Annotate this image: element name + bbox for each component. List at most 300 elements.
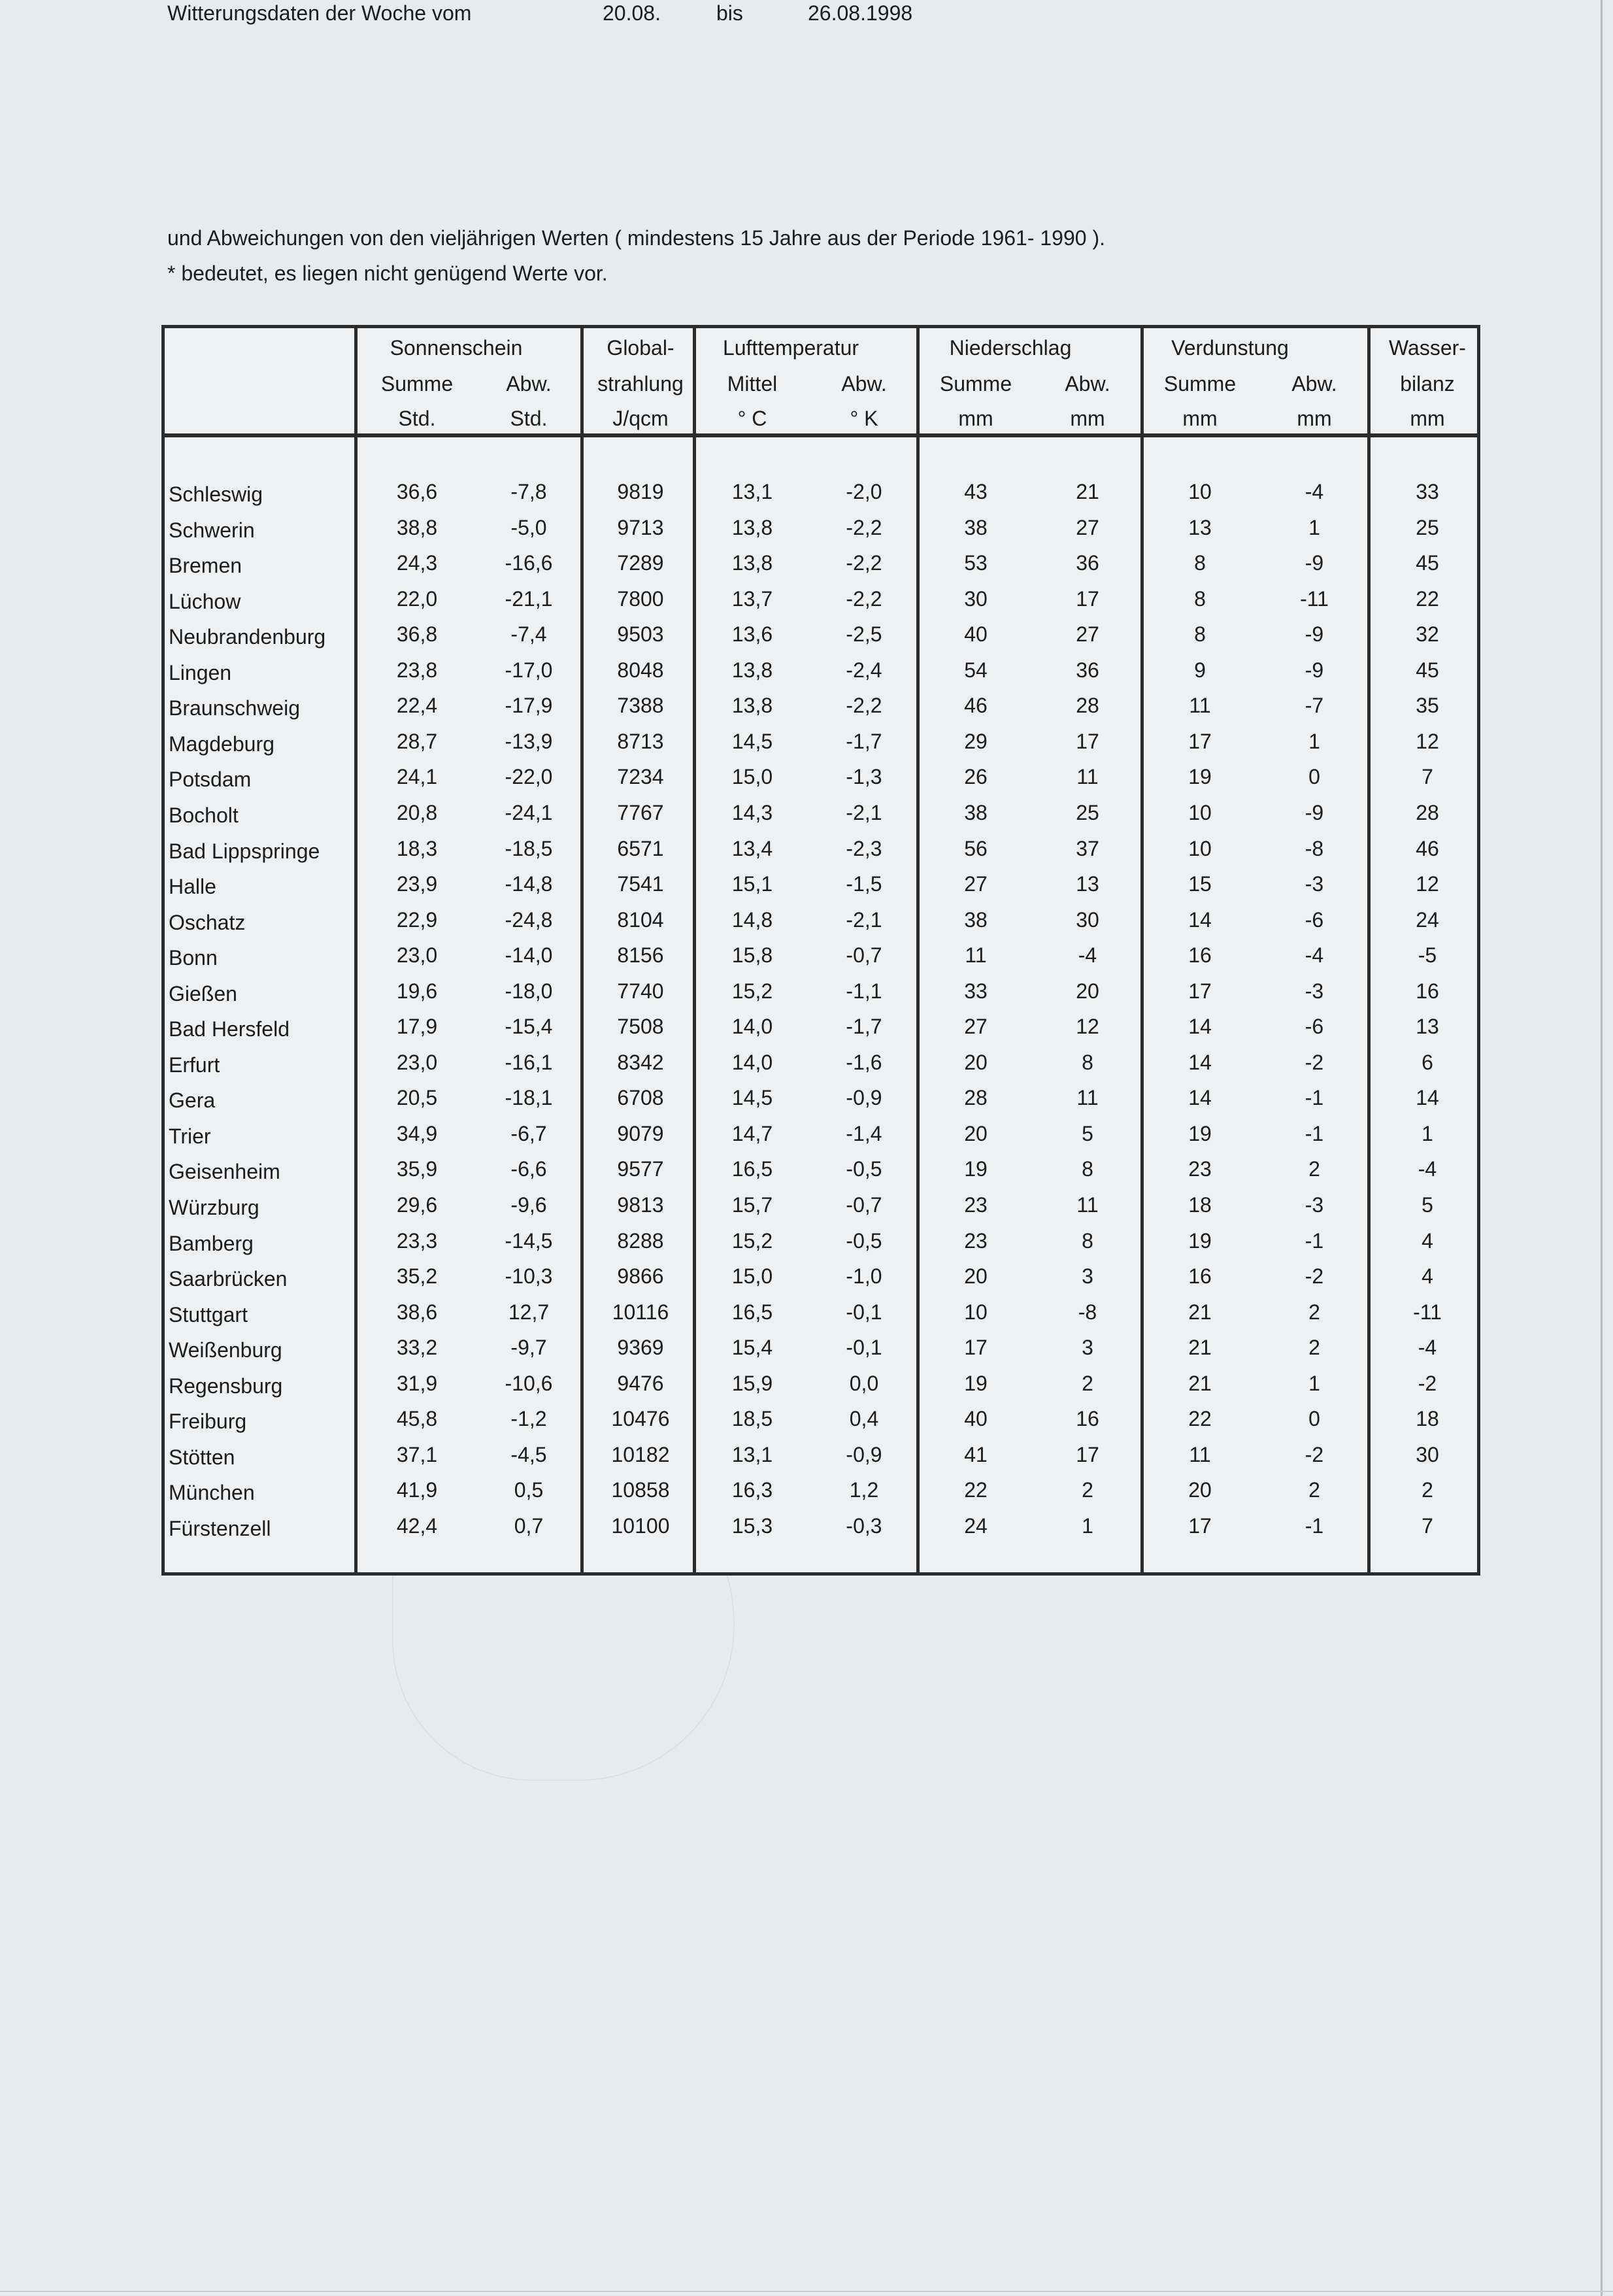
cell-globalstrahlung: 10116 [612,1300,669,1324]
cell-verd-summe: 17 [1188,1514,1212,1538]
station-name: Fürstenzell [169,1517,271,1540]
cell-sonne-abw: -9,7 [510,1336,547,1359]
cell-wasserbilanz: 14 [1416,1086,1439,1109]
cell-nied-abw: 20 [1076,979,1099,1003]
cell-nied-summe: 20 [964,1264,988,1288]
station-name: Lingen [169,661,232,684]
cell-sonne-summe: 38,6 [396,1300,438,1324]
cell-luft-abw: -2,2 [846,587,882,611]
cell-sonne-abw: -17,0 [505,658,553,682]
cell-sonne-abw: -18,5 [505,837,553,860]
cell-sonne-summe: 22,0 [396,587,438,611]
cell-globalstrahlung: 8342 [617,1051,664,1074]
cell-luft-abw: -1,5 [846,872,882,896]
unit-nied-abw: mm [1070,407,1105,430]
unit-sonne-summe: Std. [398,407,436,430]
cell-sonne-abw: -6,7 [510,1122,547,1145]
cell-sonne-abw: 12,7 [508,1300,550,1324]
cell-nied-summe: 26 [964,765,988,788]
cell-luft-abw: -2,3 [846,837,882,860]
cell-sonne-summe: 41,9 [396,1478,438,1502]
cell-verd-summe: 17 [1188,730,1212,753]
cell-nied-summe: 22 [964,1478,988,1502]
station-name: Bamberg [169,1232,254,1255]
cell-luft-abw: -1,7 [846,1015,882,1038]
cell-verd-abw: -3 [1305,979,1324,1003]
cell-luft-abw: -0,7 [846,943,882,967]
cell-globalstrahlung: 6571 [617,837,664,860]
cell-verd-summe: 13 [1188,516,1212,539]
cell-verd-abw: -6 [1305,1015,1324,1038]
cell-luft-mittel: 16,5 [731,1157,773,1181]
cell-sonne-summe: 23,0 [396,943,438,967]
cell-verd-summe: 21 [1188,1336,1212,1359]
cell-nied-summe: 23 [964,1229,988,1253]
cell-verd-summe: 8 [1194,622,1206,646]
unit-nied-summe: mm [958,407,993,430]
cell-verd-abw: -3 [1305,1193,1324,1217]
cell-wasserbilanz: 5 [1422,1193,1433,1217]
cell-nied-abw: 12 [1076,1015,1099,1038]
cell-verd-summe: 14 [1188,1015,1212,1038]
subheader-sonne-summe: Summe [380,372,454,396]
weather-table [161,325,1480,1576]
cell-verd-summe: 16 [1188,1264,1212,1288]
cell-luft-mittel: 15,8 [731,943,773,967]
cell-verd-abw: -9 [1305,801,1324,824]
cell-verd-abw: -9 [1305,658,1324,682]
cell-luft-abw: -2,1 [846,801,882,824]
cell-sonne-summe: 22,9 [396,908,438,932]
cell-nied-abw: 37 [1076,837,1099,860]
subheader-nied-abw: Abw. [1065,372,1110,396]
cell-sonne-abw: -24,8 [505,908,553,932]
cell-wasserbilanz: 24 [1416,908,1439,932]
cell-verd-summe: 14 [1188,1086,1212,1109]
cell-nied-abw: 27 [1076,622,1099,646]
cell-nied-abw: 17 [1076,1443,1099,1466]
column-divider [1367,328,1371,1572]
cell-verd-abw: -3 [1305,872,1324,896]
cell-nied-summe: 43 [964,480,988,503]
cell-verd-abw: -9 [1305,622,1324,646]
cell-nied-abw: 8 [1082,1051,1093,1074]
intro-date-to: 26.08.1998 [808,1,913,25]
cell-wasserbilanz: -4 [1418,1157,1437,1181]
cell-luft-mittel: 15,1 [731,872,773,896]
cell-nied-summe: 17 [964,1336,988,1359]
cell-luft-abw: -1,1 [846,979,882,1003]
cell-sonne-summe: 22,4 [396,694,438,717]
cell-sonne-abw: -14,0 [505,943,553,967]
subheader-wasser: bilanz [1400,372,1455,396]
cell-verd-abw: 0 [1308,765,1320,788]
cell-wasserbilanz: -2 [1418,1372,1437,1395]
cell-verd-abw: 1 [1308,1372,1320,1395]
cell-luft-abw: 0,0 [849,1372,879,1395]
cell-wasserbilanz: 46 [1416,837,1439,860]
cell-wasserbilanz: 25 [1416,516,1439,539]
cell-globalstrahlung: 9866 [617,1264,664,1288]
cell-nied-abw: 3 [1082,1336,1093,1359]
cell-nied-abw: 2 [1082,1372,1093,1395]
cell-luft-mittel: 13,1 [731,1443,773,1466]
cell-wasserbilanz: 45 [1416,551,1439,575]
cell-globalstrahlung: 10100 [611,1514,670,1538]
cell-nied-summe: 20 [964,1051,988,1074]
cell-sonne-summe: 35,2 [396,1264,438,1288]
cell-nied-abw: 36 [1076,658,1099,682]
cell-sonne-summe: 23,8 [396,658,438,682]
subheader-nied-summe: Summe [939,372,1012,396]
column-divider [1140,328,1144,1572]
cell-nied-summe: 20 [964,1122,988,1145]
cell-verd-abw: 2 [1308,1157,1320,1181]
unit-luft-mittel: ° C [737,407,767,430]
cell-wasserbilanz: -4 [1418,1336,1437,1359]
subheader-verd-summe: Summe [1163,372,1237,396]
cell-sonne-summe: 24,3 [396,551,438,575]
cell-sonne-abw: -18,1 [505,1086,553,1109]
cell-verd-abw: -11 [1300,587,1329,611]
cell-verd-abw: -8 [1305,837,1324,860]
cell-sonne-abw: -6,6 [510,1157,547,1181]
cell-globalstrahlung: 7289 [617,551,664,575]
cell-wasserbilanz: 4 [1422,1229,1433,1253]
station-name: Halle [169,875,216,898]
intro-bis: bis [716,1,743,25]
cell-sonne-summe: 38,8 [396,516,438,539]
cell-sonne-abw: -9,6 [510,1193,547,1217]
cell-wasserbilanz: 13 [1416,1015,1439,1038]
cell-globalstrahlung: 7508 [617,1015,664,1038]
intro-line-2: und Abweichungen von den vieljährigen Werten ( mindestens 15 Jahre aus der Periode 1961- 1990 ). [167,226,1105,250]
station-name: Schwerin [169,518,255,542]
cell-verd-summe: 11 [1189,694,1211,717]
cell-nied-summe: 27 [964,872,988,896]
cell-verd-abw: -2 [1305,1264,1324,1288]
cell-sonne-abw: -10,6 [505,1372,553,1395]
station-name: Bremen [169,554,242,577]
cell-nied-abw: 25 [1076,801,1099,824]
unit-verd-summe: mm [1182,407,1218,430]
cell-luft-abw: -0,5 [846,1229,882,1253]
cell-nied-abw: 11 [1076,1193,1099,1217]
unit-wasser: mm [1410,407,1445,430]
cell-luft-mittel: 13,8 [731,658,773,682]
cell-nied-abw: 17 [1076,587,1099,611]
station-name: Magdeburg [169,732,274,756]
page-edge-right [1601,0,1603,2296]
cell-verd-summe: 18 [1188,1193,1212,1217]
cell-nied-summe: 41 [964,1443,988,1466]
cell-luft-mittel: 14,5 [731,730,773,753]
cell-luft-abw: -1,0 [846,1264,882,1288]
cell-verd-abw: 2 [1308,1336,1320,1359]
cell-luft-abw: -2,2 [846,516,882,539]
cell-verd-summe: 9 [1194,658,1206,682]
column-divider [693,328,696,1572]
unit-global: J/qcm [612,407,669,430]
cell-verd-abw: -2 [1305,1443,1324,1466]
cell-luft-abw: -2,4 [846,658,882,682]
cell-wasserbilanz: 45 [1416,658,1439,682]
cell-luft-mittel: 13,7 [731,587,773,611]
cell-sonne-summe: 36,8 [396,622,438,646]
cell-sonne-summe: 42,4 [396,1514,438,1538]
page-edge-bottom [0,2291,1613,2292]
cell-globalstrahlung: 8156 [617,943,664,967]
column-divider [354,328,358,1572]
cell-nied-abw: 17 [1076,730,1099,753]
cell-wasserbilanz: -11 [1413,1300,1442,1324]
cell-nied-abw: 21 [1076,480,1099,503]
cell-luft-mittel: 13,8 [731,694,773,717]
cell-wasserbilanz: 6 [1422,1051,1433,1074]
cell-nied-summe: 19 [964,1372,988,1395]
cell-wasserbilanz: 35 [1416,694,1439,717]
cell-verd-summe: 19 [1188,1229,1212,1253]
cell-wasserbilanz: 16 [1416,979,1439,1003]
cell-sonne-abw: -16,6 [505,551,553,575]
cell-luft-abw: 0,4 [849,1407,879,1430]
cell-luft-mittel: 13,8 [731,551,773,575]
cell-nied-abw: -8 [1078,1300,1097,1324]
cell-wasserbilanz: 18 [1416,1407,1439,1430]
subheader-verd-abw: Abw. [1291,372,1337,396]
station-name: Weißenburg [169,1338,282,1362]
cell-sonne-abw: -4,5 [510,1443,547,1466]
cell-globalstrahlung: 7234 [617,765,664,788]
station-name: Saarbrücken [169,1267,288,1291]
header-lufttemperatur: Lufttemperatur [722,336,859,360]
cell-nied-abw: 11 [1076,765,1099,788]
cell-verd-summe: 14 [1188,1051,1212,1074]
cell-sonne-abw: -16,1 [505,1051,553,1074]
station-name: Geisenheim [169,1160,280,1183]
station-name: Stuttgart [169,1303,248,1326]
cell-sonne-abw: -7,4 [510,622,547,646]
cell-nied-abw: 8 [1082,1229,1093,1253]
cell-verd-summe: 8 [1194,551,1206,575]
cell-sonne-summe: 31,9 [396,1372,438,1395]
cell-globalstrahlung: 7767 [617,801,664,824]
cell-sonne-summe: 35,9 [396,1157,438,1181]
cell-nied-summe: 40 [964,1407,988,1430]
cell-verd-abw: -1 [1305,1086,1324,1109]
station-name: Bonn [169,946,218,970]
cell-nied-summe: 56 [964,837,988,860]
cell-verd-abw: 2 [1308,1300,1320,1324]
cell-sonne-abw: -21,1 [505,587,553,611]
cell-sonne-abw: -14,5 [505,1229,553,1253]
cell-luft-mittel: 15,2 [731,1229,773,1253]
cell-sonne-summe: 23,3 [396,1229,438,1253]
cell-globalstrahlung: 9819 [617,480,664,503]
cell-sonne-abw: -24,1 [505,801,553,824]
station-name: Regensburg [169,1374,283,1398]
header-global: Global- [607,336,674,360]
cell-luft-mittel: 13,8 [731,516,773,539]
cell-wasserbilanz: 12 [1416,730,1439,753]
cell-luft-mittel: 14,8 [731,908,773,932]
cell-sonne-abw: -17,9 [505,694,553,717]
cell-sonne-summe: 33,2 [396,1336,438,1359]
cell-globalstrahlung: 7388 [617,694,664,717]
header-separator [165,433,1477,437]
cell-luft-mittel: 15,0 [731,765,773,788]
cell-sonne-abw: -22,0 [505,765,553,788]
cell-nied-summe: 11 [965,943,987,967]
cell-verd-abw: -2 [1305,1051,1324,1074]
cell-luft-abw: -2,1 [846,908,882,932]
cell-wasserbilanz: 28 [1416,801,1439,824]
cell-globalstrahlung: 9079 [617,1122,664,1145]
cell-nied-summe: 54 [964,658,988,682]
cell-sonne-abw: -1,2 [510,1407,547,1430]
cell-globalstrahlung: 6708 [617,1086,664,1109]
cell-globalstrahlung: 10182 [611,1443,670,1466]
cell-nied-summe: 29 [964,730,988,753]
cell-luft-abw: -2,0 [846,480,882,503]
cell-luft-abw: -2,2 [846,551,882,575]
cell-sonne-summe: 28,7 [396,730,438,753]
cell-sonne-abw: -18,0 [505,979,553,1003]
cell-sonne-summe: 34,9 [396,1122,438,1145]
cell-verd-summe: 8 [1194,587,1206,611]
intro-line-1-text: Witterungsdaten der Woche vom [167,1,472,25]
station-name: Braunschweig [169,696,300,720]
cell-wasserbilanz: 1 [1422,1122,1433,1145]
column-divider [580,328,584,1572]
station-name: Erfurt [169,1053,220,1077]
cell-sonne-summe: 24,1 [396,765,438,788]
cell-luft-abw: -2,2 [846,694,882,717]
header-wasser: Wasser- [1389,336,1466,360]
cell-luft-abw: -0,7 [846,1193,882,1217]
cell-nied-abw: 16 [1076,1407,1099,1430]
cell-luft-abw: -1,3 [846,765,882,788]
station-name: Potsdam [169,768,252,791]
cell-nied-summe: 40 [964,622,988,646]
cell-nied-abw: 30 [1076,908,1099,932]
cell-nied-abw: 36 [1076,551,1099,575]
cell-globalstrahlung: 10858 [611,1478,670,1502]
cell-verd-summe: 15 [1188,872,1212,896]
cell-nied-abw: 2 [1082,1478,1093,1502]
cell-luft-abw: -0,1 [846,1300,882,1324]
cell-luft-mittel: 13,4 [731,837,773,860]
cell-verd-summe: 16 [1188,943,1212,967]
header-niederschlag: Niederschlag [949,336,1072,360]
cell-luft-mittel: 15,4 [731,1336,773,1359]
station-name: Bocholt [169,803,239,827]
cell-sonne-summe: 18,3 [396,837,438,860]
cell-nied-abw: 27 [1076,516,1099,539]
cell-verd-abw: 1 [1308,516,1320,539]
cell-verd-summe: 10 [1188,801,1212,824]
cell-verd-abw: 1 [1308,730,1320,753]
station-name: Schleswig [169,482,263,506]
cell-verd-abw: 2 [1308,1478,1320,1502]
intro-line-3: * bedeutet, es liegen nicht genügend Werte vor. [167,262,608,285]
cell-verd-summe: 21 [1188,1372,1212,1395]
cell-verd-abw: -1 [1305,1122,1324,1145]
subheader-sonne-abw: Abw. [506,372,552,396]
cell-sonne-abw: -7,8 [510,480,547,503]
unit-sonne-abw: Std. [510,407,548,430]
station-name: Bad Hersfeld [169,1017,290,1041]
cell-globalstrahlung: 9577 [617,1157,664,1181]
cell-luft-mittel: 14,0 [731,1015,773,1038]
station-name: Würzburg [169,1196,259,1219]
cell-nied-abw: 8 [1082,1157,1093,1181]
cell-nied-abw: -4 [1078,943,1097,967]
header-sonnenschein: Sonnenschein [390,336,523,360]
cell-luft-mittel: 15,7 [731,1193,773,1217]
cell-nied-summe: 24 [964,1514,988,1538]
cell-globalstrahlung: 7740 [617,979,664,1003]
cell-luft-mittel: 15,9 [731,1372,773,1395]
cell-globalstrahlung: 9813 [617,1193,664,1217]
intro-date-from: 20.08. [603,1,661,25]
cell-verd-summe: 20 [1188,1478,1212,1502]
intro-line-1 [167,0,1017,26]
cell-verd-summe: 17 [1188,979,1212,1003]
cell-wasserbilanz: 32 [1416,622,1439,646]
cell-wasserbilanz: 7 [1422,1514,1433,1538]
cell-verd-abw: 0 [1308,1407,1320,1430]
cell-verd-summe: 14 [1188,908,1212,932]
cell-luft-mittel: 18,5 [731,1407,773,1430]
cell-globalstrahlung: 9369 [617,1336,664,1359]
cell-nied-summe: 33 [964,979,988,1003]
cell-luft-abw: -2,5 [846,622,882,646]
cell-nied-summe: 19 [964,1157,988,1181]
cell-verd-summe: 22 [1188,1407,1212,1430]
cell-nied-summe: 38 [964,516,988,539]
cell-luft-mittel: 15,0 [731,1264,773,1288]
cell-verd-summe: 10 [1188,480,1212,503]
cell-verd-abw: -6 [1305,908,1324,932]
cell-nied-summe: 38 [964,801,988,824]
cell-sonne-abw: 0,7 [514,1514,544,1538]
cell-luft-abw: -0,1 [846,1336,882,1359]
cell-luft-mittel: 14,0 [731,1051,773,1074]
cell-sonne-abw: -15,4 [505,1015,553,1038]
cell-sonne-abw: -5,0 [510,516,547,539]
intro-text [167,0,1105,285]
cell-wasserbilanz: 12 [1416,872,1439,896]
cell-luft-mittel: 14,3 [731,801,773,824]
cell-luft-abw: 1,2 [849,1478,879,1502]
cell-sonne-summe: 20,5 [396,1086,438,1109]
cell-nied-abw: 11 [1076,1086,1099,1109]
cell-wasserbilanz: 33 [1416,480,1439,503]
station-name: Bad Lippspringe [169,839,320,863]
cell-verd-summe: 10 [1188,837,1212,860]
cell-verd-summe: 19 [1188,1122,1212,1145]
cell-nied-summe: 10 [964,1300,988,1324]
cell-globalstrahlung: 10476 [611,1407,670,1430]
cell-sonne-summe: 29,6 [396,1193,438,1217]
cell-nied-summe: 38 [964,908,988,932]
station-name: Stötten [169,1445,235,1469]
cell-sonne-abw: -13,9 [505,730,553,753]
cell-globalstrahlung: 8104 [617,908,664,932]
cell-globalstrahlung: 9503 [617,622,664,646]
cell-verd-summe: 23 [1188,1157,1212,1181]
